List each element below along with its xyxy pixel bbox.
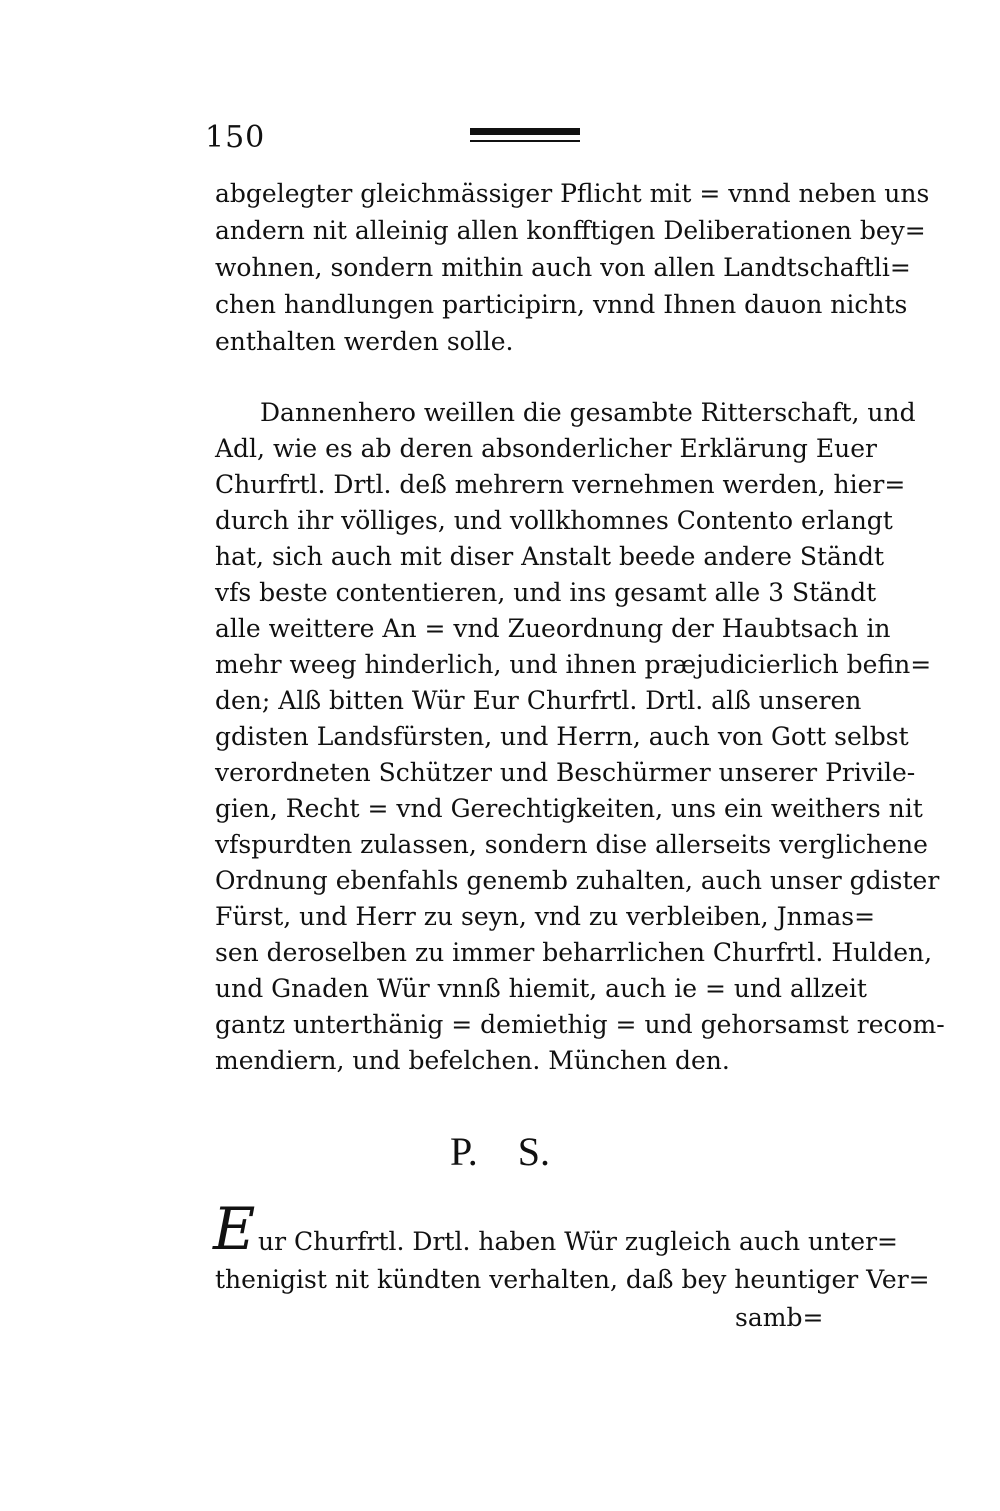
text-line: verordneten Schützer und Beschürmer unserer Privile- [215,758,916,787]
text-line: andern nit alleinig allen konfftigen Deliberationen bey= [215,216,926,245]
text-line: Churfrtl. Drtl. deß mehrern vernehmen werden, hier= [215,470,906,499]
header-rule [470,128,580,142]
text-line: sen deroselben zu immer beharrlichen Churfrtl. Hulden, [215,938,933,967]
text-line: mendiern, und befelchen. München den. [215,1046,730,1075]
text-line: und Gnaden Wür vnnß hiemit, auch ie = und allzeit [215,974,867,1003]
text-line: Adl, wie es ab deren absonderlicher Erklärung Euer [215,434,877,463]
text-line: vfs beste contentieren, und ins gesamt alle 3 Ständt [215,578,877,607]
text-line: mehr weeg hinderlich, und ihnen præjudicierlich befin= [215,650,932,679]
text-line: den; Alß bitten Wür Eur Churfrtl. Drtl. alß unseren [215,686,862,715]
text-line: gdisten Landsfürsten, und Herrn, auch von Gott selbst [215,722,909,751]
text-line: Ordnung ebenfahls genemb zuhalten, auch unser gdister [215,866,940,895]
text-line: gantz unterthänig = demiethig = und gehorsamst recom- [215,1010,945,1039]
text-line: chen handlungen participirn, vnnd Ihnen dauon nichts [215,290,908,319]
text-line: alle weittere An = vnd Zueordnung der Haubtsach in [215,614,891,643]
text-line: ur Churfrtl. Drtl. haben Wür zugleich auch unter= [258,1227,898,1256]
header-rule-thick [470,128,580,135]
drop-cap: E [213,1195,256,1263]
page-number: 150 [205,120,266,155]
text-line: vfspurdten zulassen, sondern dise allerseits verglichene [215,830,928,859]
text-line: wohnen, sondern mithin auch von allen Landtschaftli= [215,253,911,282]
text-line: durch ihr völliges, und vollkhomnes Contento erlangt [215,506,893,535]
postscript-heading: P. S. [449,1129,551,1174]
text-line: hat, sich auch mit diser Anstalt beede andere Ständt [215,542,885,571]
header-rule-thin [470,140,580,142]
text-line: abgelegter gleichmässiger Pflicht mit = vnnd neben uns [215,179,930,208]
catchword: samb= [735,1303,824,1332]
text-line: enthalten werden solle. [215,327,514,356]
text-line: thenigist nit kündten verhalten, daß bey heuntiger Ver= [215,1265,930,1294]
text-line: Dannenhero weillen die gesambte Ritterschaft, und [260,398,916,427]
text-line: Fürst, und Herr zu seyn, vnd zu verbleiben, Jnmas= [215,902,876,931]
text-line: gien, Recht = vnd Gerechtigkeiten, uns ein weithers nit [215,794,923,823]
